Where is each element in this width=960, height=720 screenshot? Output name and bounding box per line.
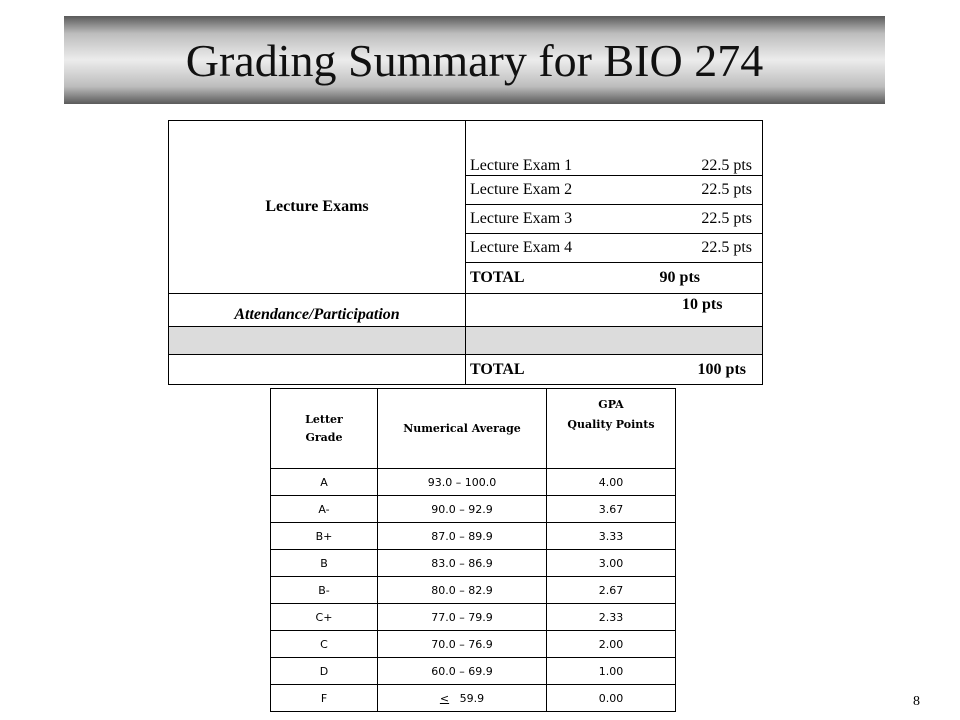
average-cell: 87.0 – 89.9 — [378, 523, 547, 550]
gpa-cell: 3.00 — [547, 550, 676, 577]
average-cell: 77.0 – 79.9 — [378, 604, 547, 631]
letter-cell: B — [271, 550, 378, 577]
letter-cell: A- — [271, 496, 378, 523]
table-row — [271, 550, 676, 577]
title-banner — [64, 16, 885, 104]
exam-name: Lecture Exam 2 — [470, 181, 573, 198]
table-row — [271, 604, 676, 631]
shaded-spacer-left — [169, 327, 466, 355]
lecture-total-row — [466, 263, 763, 294]
page-number: 8 — [913, 694, 920, 709]
table-row — [271, 496, 676, 523]
letter-cell: B+ — [271, 523, 378, 550]
exam-name: Lecture Exam 1 — [470, 157, 573, 174]
header-gpa — [547, 389, 676, 469]
gpa-cell: 3.67 — [547, 496, 676, 523]
average-cell: 90.0 – 92.9 — [378, 496, 547, 523]
lecture-total-points: 90 pts — [659, 269, 700, 286]
table-row — [271, 631, 676, 658]
gpa-cell: 1.00 — [547, 658, 676, 685]
header-numerical-average: Numerical Average — [378, 389, 547, 469]
attendance-points: 10 pts — [682, 296, 723, 313]
average-cell: 60.0 – 69.9 — [378, 658, 547, 685]
exam-name: Lecture Exam 3 — [470, 210, 573, 227]
average-cell: 83.0 – 86.9 — [378, 550, 547, 577]
grade-scale-table — [270, 388, 676, 712]
exam-row-3 — [466, 205, 763, 234]
gpa-cell: 0.00 — [547, 685, 676, 712]
average-cell: 80.0 – 82.9 — [378, 577, 547, 604]
gpa-cell: 2.67 — [547, 577, 676, 604]
header-letter-grade: Letter Grade — [271, 389, 378, 469]
average-cell: 70.0 – 76.9 — [378, 631, 547, 658]
exam-row-4 — [466, 234, 763, 263]
grand-total-label: TOTAL — [470, 360, 525, 378]
header-gpa-line2: Quality Points — [567, 418, 655, 431]
table-row — [271, 523, 676, 550]
gpa-cell: 4.00 — [547, 469, 676, 496]
average-value: 59.9 — [459, 691, 485, 705]
header-gpa-line1: GPA — [598, 398, 624, 411]
exam-row-2 — [466, 176, 763, 205]
grand-total-points: 100 pts — [697, 360, 746, 378]
shaded-spacer-right — [466, 327, 763, 355]
lecture-exams-label: Lecture Exams — [169, 121, 466, 294]
gpa-cell: 2.33 — [547, 604, 676, 631]
exam-points: 22.5 pts — [701, 210, 752, 227]
exam-points: 22.5 pts — [701, 181, 752, 198]
attendance-label: Attendance/Participation — [169, 294, 466, 327]
exam-points: 22.5 pts — [701, 157, 752, 174]
table-row — [271, 658, 676, 685]
average-cell: 93.0 – 100.0 — [378, 469, 547, 496]
table-row — [271, 577, 676, 604]
gpa-cell: 2.00 — [547, 631, 676, 658]
letter-cell: A — [271, 469, 378, 496]
table-row — [271, 469, 676, 496]
letter-cell: D — [271, 658, 378, 685]
table-row — [271, 685, 676, 712]
attendance-points-cell — [466, 294, 763, 327]
average-cell — [378, 685, 547, 712]
page-title: Grading Summary for BIO 274 — [185, 35, 764, 86]
letter-cell: C+ — [271, 604, 378, 631]
exam-name: Lecture Exam 4 — [470, 239, 573, 256]
less-equal-symbol: < — [439, 691, 450, 705]
exam-points: 22.5 pts — [701, 239, 752, 256]
grand-total-row — [466, 355, 763, 385]
exam-row-1 — [466, 121, 763, 176]
letter-cell: B- — [271, 577, 378, 604]
grading-summary-table — [168, 120, 763, 385]
letter-cell: F — [271, 685, 378, 712]
letter-cell: C — [271, 631, 378, 658]
lecture-total-label: TOTAL — [470, 269, 525, 286]
blank-cell — [169, 355, 466, 385]
gpa-cell: 3.33 — [547, 523, 676, 550]
